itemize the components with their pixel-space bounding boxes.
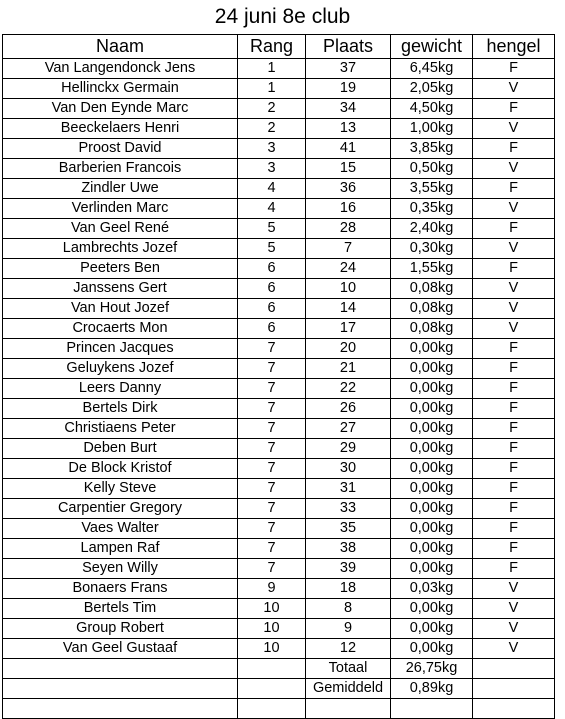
cell-naam[interactable]: Carpentier Gregory (3, 499, 238, 519)
cell-hengel[interactable]: F (473, 479, 555, 499)
cell-plaats[interactable]: 36 (306, 179, 391, 199)
cell-rang[interactable]: 7 (238, 359, 306, 379)
cell-naam[interactable]: Van Langendonck Jens (3, 59, 238, 79)
table-row (3, 139, 555, 159)
cell-gewicht[interactable]: 0,08kg (391, 279, 473, 299)
empty-cell[interactable] (3, 659, 238, 679)
cell-hengel[interactable]: F (473, 179, 555, 199)
cell-gewicht[interactable]: 2,40kg (391, 219, 473, 239)
cell-rang[interactable]: 7 (238, 419, 306, 439)
cell-naam[interactable]: Janssens Gert (3, 279, 238, 299)
cell-rang[interactable]: 2 (238, 99, 306, 119)
cell-gewicht[interactable]: 0,00kg (391, 499, 473, 519)
cell-plaats[interactable]: 28 (306, 219, 391, 239)
table-row (3, 279, 555, 299)
average-label[interactable]: Gemiddeld (306, 679, 391, 699)
table-row (3, 459, 555, 479)
cell-naam[interactable]: Bertels Tim (3, 599, 238, 619)
cell-plaats[interactable]: 20 (306, 339, 391, 359)
cell-hengel[interactable]: F (473, 519, 555, 539)
cell-naam[interactable]: Verlinden Marc (3, 199, 238, 219)
cell-hengel[interactable]: F (473, 359, 555, 379)
cell-gewicht[interactable]: 0,00kg (391, 519, 473, 539)
cell-naam[interactable]: Crocaerts Mon (3, 319, 238, 339)
cell-rang[interactable]: 4 (238, 199, 306, 219)
cell-gewicht[interactable]: 4,50kg (391, 99, 473, 119)
cell-naam[interactable]: Kelly Steve (3, 479, 238, 499)
total-value[interactable]: 26,75kg (391, 659, 473, 679)
cell-plaats[interactable]: 10 (306, 279, 391, 299)
empty-cell[interactable] (391, 699, 473, 719)
header-rang[interactable]: Rang (238, 35, 306, 59)
cell-naam[interactable]: Van Geel René (3, 219, 238, 239)
cell-naam[interactable]: Group Robert (3, 619, 238, 639)
cell-rang[interactable]: 1 (238, 79, 306, 99)
cell-gewicht[interactable]: 0,00kg (391, 399, 473, 419)
cell-hengel[interactable]: F (473, 259, 555, 279)
table-row (3, 159, 555, 179)
cell-hengel[interactable]: F (473, 439, 555, 459)
cell-naam[interactable]: Bonaers Frans (3, 579, 238, 599)
table-row (3, 359, 555, 379)
cell-plaats[interactable]: 8 (306, 599, 391, 619)
cell-rang[interactable]: 6 (238, 299, 306, 319)
cell-rang[interactable]: 7 (238, 399, 306, 419)
cell-hengel[interactable]: V (473, 159, 555, 179)
cell-rang[interactable]: 7 (238, 459, 306, 479)
cell-rang[interactable]: 6 (238, 319, 306, 339)
cell-hengel[interactable]: V (473, 319, 555, 339)
cell-naam[interactable]: Peeters Ben (3, 259, 238, 279)
cell-rang[interactable]: 7 (238, 439, 306, 459)
empty-cell[interactable] (473, 699, 555, 719)
cell-rang[interactable]: 7 (238, 559, 306, 579)
cell-hengel[interactable]: V (473, 599, 555, 619)
cell-naam[interactable]: Van Geel Gustaaf (3, 639, 238, 659)
cell-gewicht[interactable]: 0,00kg (391, 479, 473, 499)
average-value[interactable]: 0,89kg (391, 679, 473, 699)
cell-naam[interactable]: Beeckelaers Henri (3, 119, 238, 139)
cell-plaats[interactable]: 30 (306, 459, 391, 479)
cell-rang[interactable]: 7 (238, 539, 306, 559)
cell-naam[interactable]: Vaes Walter (3, 519, 238, 539)
table-row (3, 259, 555, 279)
table-row (3, 119, 555, 139)
cell-rang[interactable]: 6 (238, 259, 306, 279)
cell-hengel[interactable]: F (473, 459, 555, 479)
cell-naam[interactable]: Hellinckx Germain (3, 79, 238, 99)
cell-gewicht[interactable]: 1,55kg (391, 259, 473, 279)
cell-gewicht[interactable]: 0,08kg (391, 299, 473, 319)
cell-plaats[interactable]: 18 (306, 579, 391, 599)
empty-cell[interactable] (473, 659, 555, 679)
cell-rang[interactable]: 7 (238, 499, 306, 519)
cell-naam[interactable]: Princen Jacques (3, 339, 238, 359)
cell-plaats[interactable]: 9 (306, 619, 391, 639)
cell-hengel[interactable]: V (473, 639, 555, 659)
cell-hengel[interactable]: V (473, 199, 555, 219)
cell-plaats[interactable]: 33 (306, 499, 391, 519)
table-row (3, 539, 555, 559)
cell-naam[interactable]: Christiaens Peter (3, 419, 238, 439)
cell-plaats[interactable]: 26 (306, 399, 391, 419)
empty-cell[interactable] (3, 679, 238, 699)
cell-gewicht[interactable]: 0,03kg (391, 579, 473, 599)
cell-plaats[interactable]: 16 (306, 199, 391, 219)
empty-cell[interactable] (238, 679, 306, 699)
cell-rang[interactable]: 7 (238, 379, 306, 399)
cell-naam[interactable]: De Block Kristof (3, 459, 238, 479)
cell-plaats[interactable]: 35 (306, 519, 391, 539)
empty-cell[interactable] (473, 679, 555, 699)
cell-gewicht[interactable]: 0,00kg (391, 359, 473, 379)
cell-plaats[interactable]: 21 (306, 359, 391, 379)
cell-gewicht[interactable]: 2,05kg (391, 79, 473, 99)
table-row (3, 519, 555, 539)
cell-rang[interactable]: 7 (238, 479, 306, 499)
cell-plaats[interactable]: 15 (306, 159, 391, 179)
cell-hengel[interactable]: V (473, 119, 555, 139)
table-row (3, 179, 555, 199)
cell-gewicht[interactable]: 0,35kg (391, 199, 473, 219)
cell-plaats[interactable]: 29 (306, 439, 391, 459)
table-row (3, 499, 555, 519)
cell-plaats[interactable]: 12 (306, 639, 391, 659)
cell-hengel[interactable]: V (473, 239, 555, 259)
cell-plaats[interactable]: 17 (306, 319, 391, 339)
header-plaats[interactable]: Plaats (306, 35, 391, 59)
cell-gewicht[interactable]: 0,00kg (391, 459, 473, 479)
cell-hengel[interactable]: F (473, 59, 555, 79)
header-gewicht[interactable]: gewicht (391, 35, 473, 59)
table-row (3, 99, 555, 119)
table-row (3, 319, 555, 339)
header-row (3, 35, 555, 59)
cell-gewicht[interactable]: 0,00kg (391, 539, 473, 559)
blank-row (3, 699, 555, 719)
header-hengel[interactable]: hengel (473, 35, 555, 59)
cell-hengel[interactable]: V (473, 279, 555, 299)
cell-hengel[interactable]: F (473, 379, 555, 399)
table-row (3, 299, 555, 319)
table-row (3, 399, 555, 419)
table-row (3, 439, 555, 459)
cell-gewicht[interactable]: 0,00kg (391, 439, 473, 459)
cell-gewicht[interactable]: 0,00kg (391, 379, 473, 399)
cell-plaats[interactable]: 22 (306, 379, 391, 399)
cell-hengel[interactable]: F (473, 399, 555, 419)
cell-plaats[interactable]: 27 (306, 419, 391, 439)
cell-rang[interactable]: 7 (238, 339, 306, 359)
cell-plaats[interactable]: 38 (306, 539, 391, 559)
cell-naam[interactable]: Seyen Willy (3, 559, 238, 579)
cell-naam[interactable]: Deben Burt (3, 439, 238, 459)
cell-hengel[interactable]: F (473, 219, 555, 239)
cell-plaats[interactable]: 39 (306, 559, 391, 579)
table-row (3, 199, 555, 219)
table-row (3, 79, 555, 99)
cell-naam[interactable]: Van Hout Jozef (3, 299, 238, 319)
cell-rang[interactable]: 3 (238, 139, 306, 159)
summary-rows (3, 659, 555, 719)
cell-plaats[interactable]: 13 (306, 119, 391, 139)
cell-rang[interactable]: 6 (238, 279, 306, 299)
cell-naam[interactable]: Van Den Eynde Marc (3, 99, 238, 119)
cell-plaats[interactable]: 19 (306, 79, 391, 99)
cell-hengel[interactable]: F (473, 499, 555, 519)
cell-rang[interactable]: 4 (238, 179, 306, 199)
cell-gewicht[interactable]: 0,00kg (391, 419, 473, 439)
cell-gewicht[interactable]: 0,00kg (391, 559, 473, 579)
total-label[interactable]: Totaal (306, 659, 391, 679)
cell-rang[interactable]: 1 (238, 59, 306, 79)
cell-naam[interactable]: Lampen Raf (3, 539, 238, 559)
cell-gewicht[interactable]: 0,30kg (391, 239, 473, 259)
cell-naam[interactable]: Leers Danny (3, 379, 238, 399)
cell-hengel[interactable]: F (473, 139, 555, 159)
empty-cell[interactable] (238, 699, 306, 719)
table-row (3, 619, 555, 639)
table-row (3, 219, 555, 239)
cell-hengel[interactable]: F (473, 339, 555, 359)
empty-cell[interactable] (238, 659, 306, 679)
cell-naam[interactable]: Proost David (3, 139, 238, 159)
cell-naam[interactable]: Barberien Francois (3, 159, 238, 179)
header-naam[interactable]: Naam (3, 35, 238, 59)
empty-cell[interactable] (306, 699, 391, 719)
cell-rang[interactable]: 5 (238, 239, 306, 259)
cell-hengel[interactable]: V (473, 79, 555, 99)
cell-gewicht[interactable]: 0,50kg (391, 159, 473, 179)
cell-hengel[interactable]: F (473, 559, 555, 579)
table-row (3, 339, 555, 359)
cell-gewicht[interactable]: 0,08kg (391, 319, 473, 339)
cell-plaats[interactable]: 14 (306, 299, 391, 319)
results-table (2, 34, 555, 719)
cell-rang[interactable]: 9 (238, 579, 306, 599)
cell-plaats[interactable]: 37 (306, 59, 391, 79)
cell-hengel[interactable]: F (473, 419, 555, 439)
table-row (3, 379, 555, 399)
cell-gewicht[interactable]: 6,45kg (391, 59, 473, 79)
cell-plaats[interactable]: 24 (306, 259, 391, 279)
cell-gewicht[interactable]: 0,00kg (391, 599, 473, 619)
cell-plaats[interactable]: 31 (306, 479, 391, 499)
cell-gewicht[interactable]: 0,00kg (391, 339, 473, 359)
table-row (3, 239, 555, 259)
cell-gewicht[interactable]: 1,00kg (391, 119, 473, 139)
cell-gewicht[interactable]: 3,85kg (391, 139, 473, 159)
table-row (3, 479, 555, 499)
table-row (3, 599, 555, 619)
table-row (3, 59, 555, 79)
cell-plaats[interactable]: 7 (306, 239, 391, 259)
cell-rang[interactable]: 10 (238, 639, 306, 659)
cell-hengel[interactable]: V (473, 299, 555, 319)
cell-hengel[interactable]: V (473, 579, 555, 599)
cell-rang[interactable]: 5 (238, 219, 306, 239)
table-row (3, 579, 555, 599)
cell-rang[interactable]: 10 (238, 619, 306, 639)
table-row (3, 639, 555, 659)
cell-naam[interactable]: Zindler Uwe (3, 179, 238, 199)
average-row (3, 679, 555, 699)
cell-gewicht[interactable]: 0,00kg (391, 619, 473, 639)
total-row (3, 659, 555, 679)
cell-hengel[interactable]: V (473, 619, 555, 639)
cell-naam[interactable]: Lambrechts Jozef (3, 239, 238, 259)
table-body (3, 59, 555, 659)
sheet-title: 24 juni 8e club (214, 5, 351, 28)
cell-plaats[interactable]: 34 (306, 99, 391, 119)
cell-plaats[interactable]: 41 (306, 139, 391, 159)
table-row (3, 419, 555, 439)
cell-naam[interactable]: Bertels Dirk (3, 399, 238, 419)
cell-rang[interactable]: 7 (238, 519, 306, 539)
cell-rang[interactable]: 2 (238, 119, 306, 139)
cell-hengel[interactable]: F (473, 539, 555, 559)
empty-cell[interactable] (3, 699, 238, 719)
cell-rang[interactable]: 3 (238, 159, 306, 179)
cell-gewicht[interactable]: 0,00kg (391, 639, 473, 659)
cell-hengel[interactable]: F (473, 99, 555, 119)
cell-gewicht[interactable]: 3,55kg (391, 179, 473, 199)
table-row (3, 559, 555, 579)
cell-naam[interactable]: Geluykens Jozef (3, 359, 238, 379)
cell-rang[interactable]: 10 (238, 599, 306, 619)
